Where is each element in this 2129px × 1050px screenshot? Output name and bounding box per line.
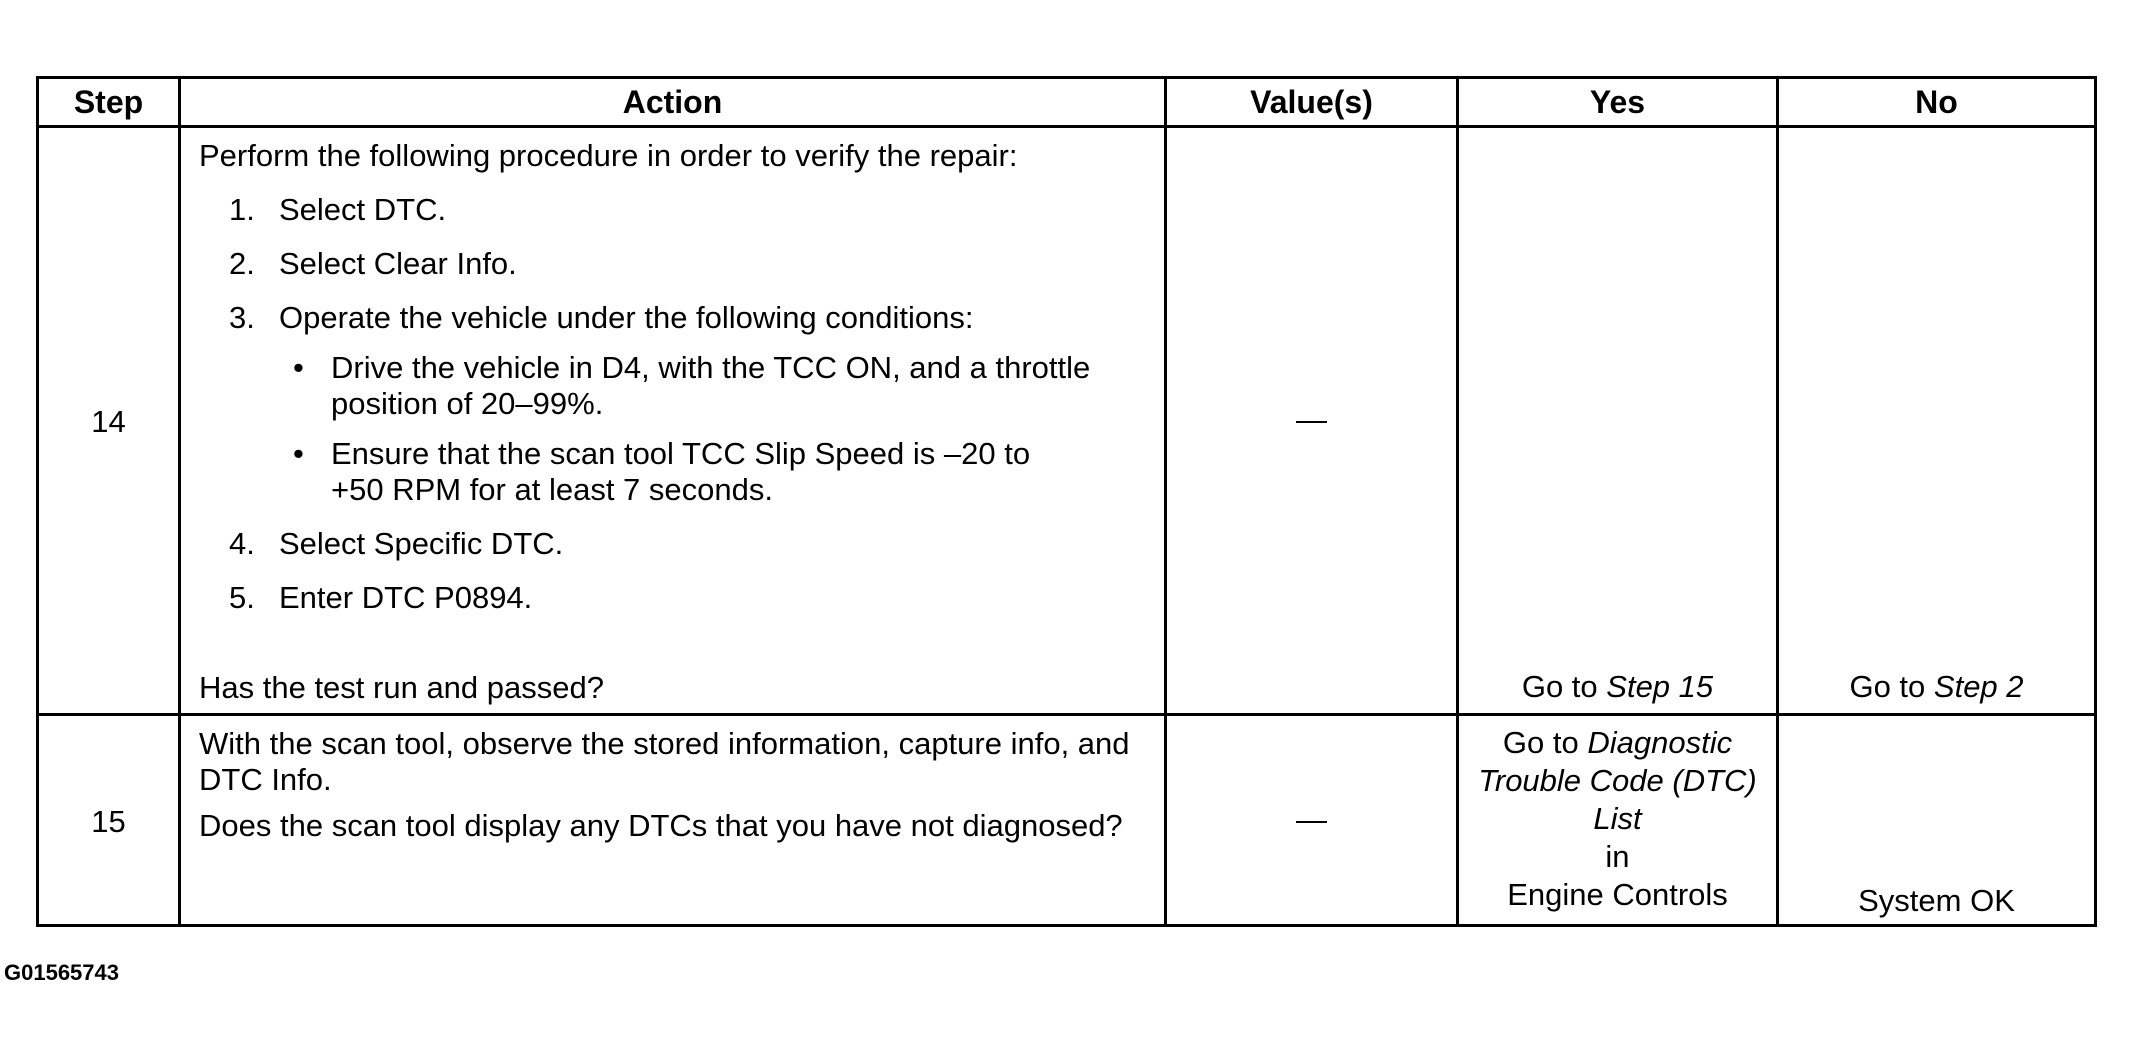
step-number: 15 bbox=[91, 804, 126, 839]
procedure-steps bbox=[199, 192, 1150, 616]
action-cell bbox=[180, 715, 1166, 926]
dtc-list-link[interactable]: Diagnostic Trouble Code (DTC) List bbox=[1478, 725, 1757, 836]
action-cell bbox=[180, 127, 1166, 715]
values-cell bbox=[1166, 715, 1458, 926]
header-action: Action bbox=[180, 78, 1166, 127]
yes-result: Go to Step 15 bbox=[1521, 669, 1714, 704]
figure-id: G01565743 bbox=[4, 960, 119, 985]
values-dash: — bbox=[1296, 802, 1327, 837]
procedure-step: 1. Select DTC. bbox=[229, 192, 447, 227]
no-result: System OK bbox=[1858, 883, 2015, 918]
table-header-row bbox=[38, 78, 2096, 127]
step-cell bbox=[38, 715, 180, 926]
action-question: Does the scan tool display any DTCs that you have not diagnosed? bbox=[199, 808, 1123, 843]
condition-bullet: • Drive the vehicle in D4, with the TCC ON, and a throttle position of 20–99%. bbox=[293, 350, 1091, 421]
no-cell bbox=[1778, 715, 2096, 926]
action-intro: Perform the following procedure in order to verify the repair: bbox=[199, 138, 1018, 173]
no-result: Go to Step 2 bbox=[1849, 669, 2024, 704]
step-number: 14 bbox=[91, 404, 126, 439]
procedure-step: 2. Select Clear Info. bbox=[229, 246, 517, 281]
condition-bullets bbox=[199, 350, 1150, 508]
header-no: No bbox=[1778, 78, 2096, 127]
values-cell bbox=[1166, 127, 1458, 715]
step-link[interactable]: Step 15 bbox=[1606, 669, 1714, 704]
step-link[interactable]: Step 2 bbox=[1933, 669, 2024, 704]
table-row bbox=[38, 715, 2096, 926]
action-question: Has the test run and passed? bbox=[199, 670, 604, 705]
condition-bullet: • Ensure that the scan tool TCC Slip Speed is –20 to +50 RPM for at least 7 seconds. bbox=[293, 436, 1031, 507]
yes-cell bbox=[1458, 715, 1778, 926]
header-values: Value(s) bbox=[1166, 78, 1458, 127]
values-dash: — bbox=[1296, 402, 1327, 437]
yes-cell bbox=[1458, 127, 1778, 715]
diagnostic-procedure-table bbox=[36, 76, 2097, 927]
yes-result: Go to Diagnostic Trouble Code (DTC) List in Engine Controls bbox=[1478, 725, 1757, 912]
table-row bbox=[38, 127, 2096, 715]
header-step: Step bbox=[38, 78, 180, 127]
header-yes: Yes bbox=[1458, 78, 1778, 127]
procedure-step: 4. Select Specific DTC. bbox=[229, 526, 564, 561]
action-intro: With the scan tool, observe the stored information, capture info, and DTC Info. bbox=[199, 726, 1130, 797]
step-cell bbox=[38, 127, 180, 715]
procedure-step: 3. Operate the vehicle under the following conditions: • Drive the vehicle in D4, with the TCC ON, and a throttle position of 20–99%. • Ensure that the scan tool TCC Slip Speed is –20 to +50 RPM for at least 7 seconds. bbox=[199, 300, 1150, 508]
procedure-step: 5. Enter DTC P0894. bbox=[229, 580, 533, 615]
no-cell bbox=[1778, 127, 2096, 715]
